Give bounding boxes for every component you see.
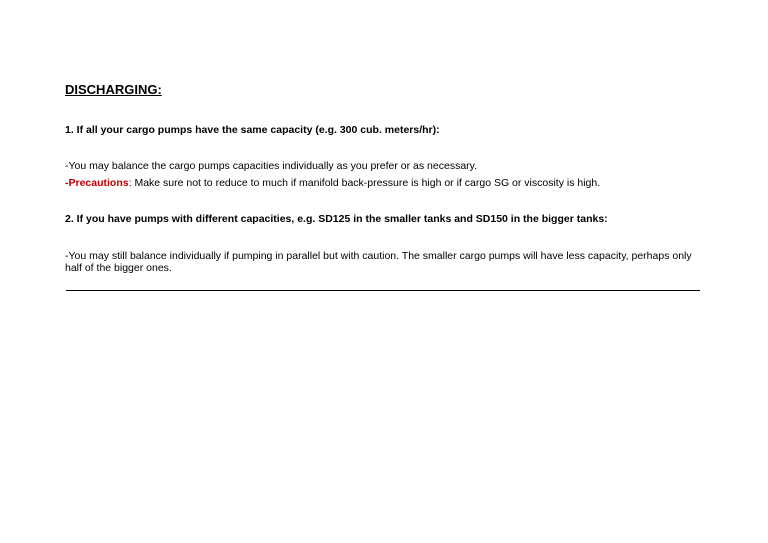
precautions-label: Precautions xyxy=(68,177,129,189)
question-2-title: 2. If you have pumps with different capacities, e.g. SD125 in the smaller tanks and SD150 in the bigger tanks: xyxy=(65,213,608,225)
horizontal-divider xyxy=(66,290,700,291)
question-1-line-1: -You may balance the cargo pumps capacities individually as you prefer or as necessary. xyxy=(65,160,478,172)
line-prefix-dash: - xyxy=(65,177,69,189)
section-heading: DISCHARGING: xyxy=(65,82,162,97)
question-1-title: 1. If all your cargo pumps have the same capacity (e.g. 300 cub. meters/hr): xyxy=(65,124,440,136)
question-1-line-2 xyxy=(65,177,600,189)
precautions-text: : Make sure not to reduce to much if manifold back-pressure is high or if cargo SG or viscosity is high. xyxy=(128,177,601,189)
question-2-line-1: -You may still balance individually if pumping in parallel but with caution. The smaller cargo pumps will have less capacity, perhaps only half of the bigger ones. xyxy=(65,250,692,274)
